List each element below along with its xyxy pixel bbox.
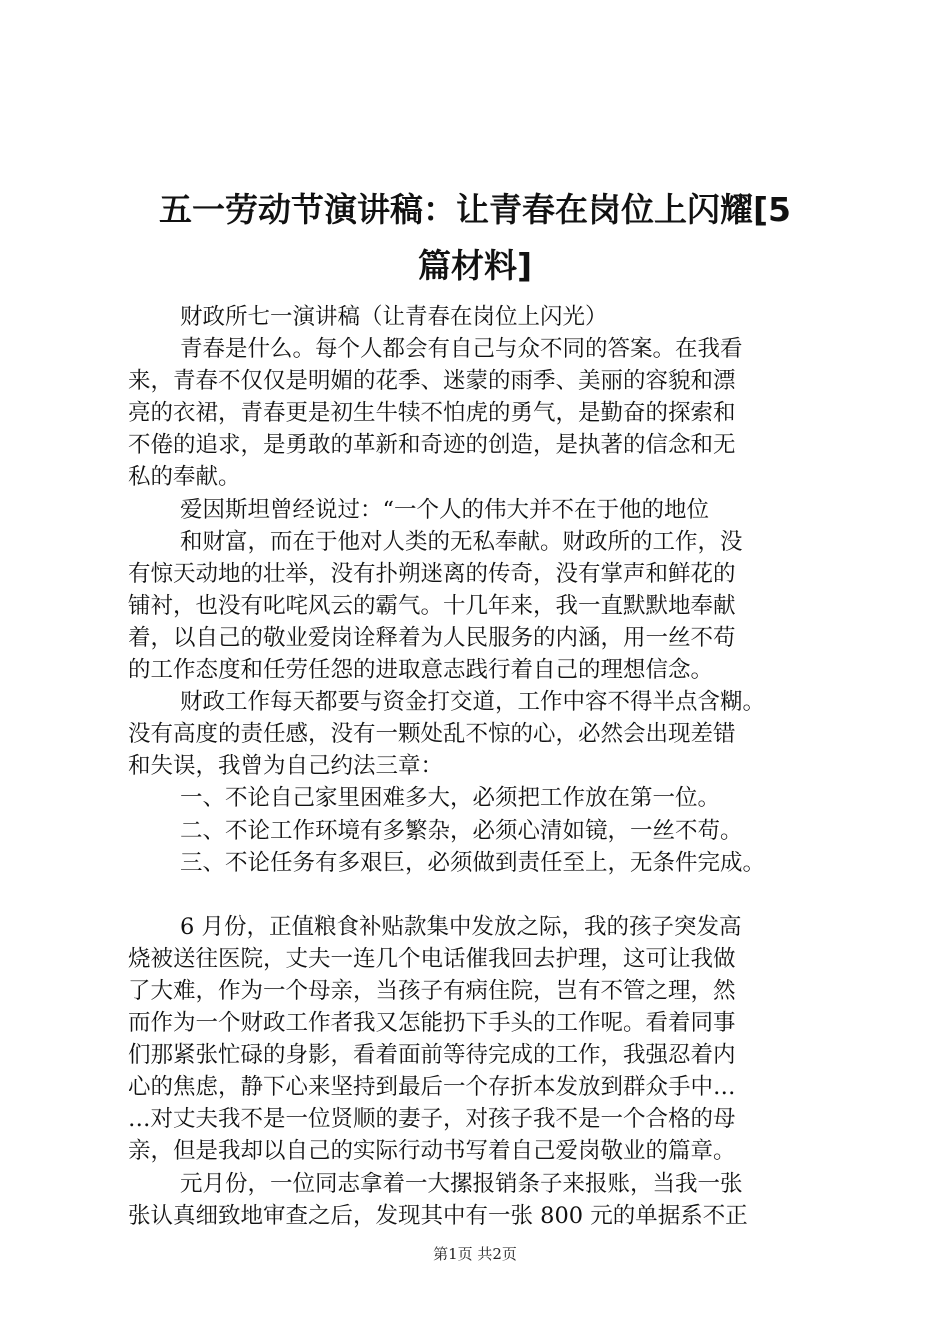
text-line: 爱因斯坦曾经说过：“一个人的伟大并不在于他的地位	[180, 496, 710, 523]
text-line: 们那紧张忙碌的身影，看着面前等待完成的工作，我强忍着内	[128, 1042, 736, 1069]
text-line: …对丈夫我不是一位贤顺的妻子，对孩子我不是一个合格的母	[128, 1106, 736, 1133]
title-line-1: 五一劳动节演讲稿：让青春在岗位上闪耀[5	[158, 190, 792, 229]
text-line: 而作为一个财政工作者我又怎能扔下手头的工作呢。看着同事	[128, 1010, 736, 1037]
text-line: 财政所七一演讲稿（让青春在岗位上闪光）	[180, 304, 608, 330]
text-line: 财政工作每天都要与资金打交道，工作中容不得半点含糊。	[180, 689, 766, 716]
document-body	[128, 301, 850, 1232]
text-line: 和财富，而在于他对人类的无私奉献。财政所的工作，没	[180, 528, 743, 555]
text-line: 6 月份，正值粮食补贴款集中发放之际，我的孩子突发高	[180, 913, 742, 940]
text-line: 三、不论任务有多艰巨，必须做到责任至上，无条件完成。	[180, 849, 766, 876]
text-line: 烧被送往医院，丈夫一连几个电话催我回去护理，这可让我做	[128, 945, 736, 972]
text-line: 的工作态度和任劳任怨的进取意志践行着自己的理想信念。	[128, 657, 714, 684]
text-line: 和失误，我曾为自己约法三章：	[128, 753, 444, 780]
text-line: 来，青春不仅仅是明媚的花季、迷蒙的雨季、美丽的容貌和漂	[128, 368, 736, 395]
document-title	[100, 182, 850, 294]
text-line: 二、不论工作环境有多繁杂，必须心清如镜，一丝不苟。	[180, 817, 743, 844]
text-line: 一、不论自己家里困难多大，必须把工作放在第一位。	[180, 785, 721, 812]
title-line-2: 篇材料]	[417, 246, 533, 285]
text-line: 了大难，作为一个母亲，当孩子有病住院，岂有不管之理，然	[128, 977, 736, 1004]
text-line: 亮的衣裙，青春更是初生牛犊不怕虎的勇气，是勤奋的探索和	[128, 400, 736, 427]
blank-line	[128, 879, 850, 911]
text-line: 着，以自己的敬业爱岗诠释着为人民服务的内涵，用一丝不苟	[128, 624, 736, 651]
page-footer: 第1页 共2页	[433, 1245, 517, 1263]
text-line: 亲，但是我却以自己的实际行动书写着自己爱岗敬业的篇章。	[128, 1138, 736, 1165]
text-line: 有惊天动地的壮举，没有扑朔迷离的传奇，没有掌声和鲜花的	[128, 560, 736, 587]
text-line: 张认真细致地审查之后，发现其中有一张 800 元的单据系不正	[128, 1202, 748, 1229]
text-line: 没有高度的责任感，没有一颗处乱不惊的心，必然会出现差错	[128, 721, 736, 748]
text-line: 心的焦虑，静下心来坚持到最后一个存折本发放到群众手中…	[128, 1074, 736, 1101]
text-line: 不倦的追求，是勇敢的革新和奇迹的创造，是执著的信念和无	[128, 432, 736, 459]
text-line: 青春是什么。每个人都会有自己与众不同的答案。在我看	[180, 336, 743, 363]
text-line: 铺衬，也没有叱咤风云的霸气。十几年来，我一直默默地奉献	[128, 592, 736, 619]
text-line: 私的奉献。	[128, 464, 241, 491]
text-line: 元月份，一位同志拿着一大摞报销条子来报账，当我一张	[180, 1170, 743, 1197]
